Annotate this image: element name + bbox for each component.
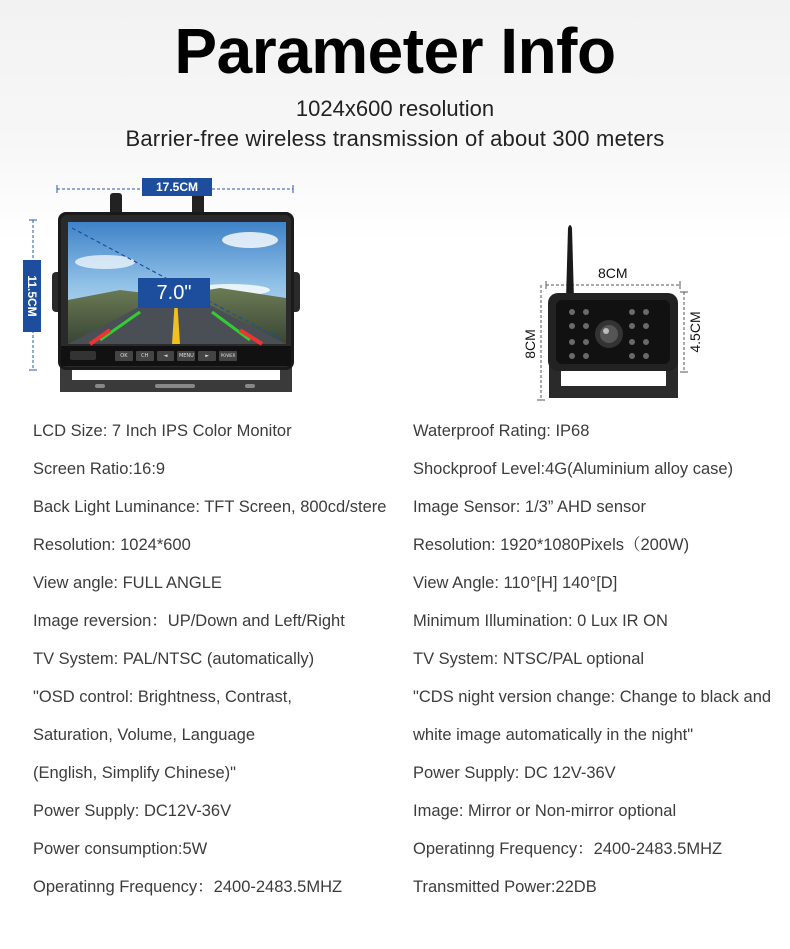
spec-item: Power Supply: DC 12V-36V (413, 764, 616, 782)
screen-size-badge: 7.0" (138, 278, 210, 308)
monitor-ch-button: CH (136, 351, 154, 361)
monitor-left-button: ◄ (157, 351, 175, 361)
spec-item: white image automatically in the night" (413, 726, 694, 744)
spec-item: LCD Size: 7 Inch IPS Color Monitor (33, 422, 292, 440)
spec-item: Power Supply: DC12V-36V (33, 802, 232, 820)
spec-item: Back Light Luminance: TFT Screen, 800cd/stere (33, 498, 387, 516)
page-title: Parameter Info (174, 15, 616, 87)
spec-item: TV System: PAL/NTSC (automatically) (33, 650, 315, 668)
spec-item: Resolution: 1024*600 (33, 536, 191, 554)
subtitle-resolution: 1024x600 resolution (295, 96, 495, 121)
spec-item: "CDS night version change: Change to black and (413, 688, 772, 706)
spec-item: Operatinng Frequency：2400-2483.5MHZ (413, 840, 723, 858)
camera-body-height-label (672, 311, 718, 353)
monitor-ok-button: OK (115, 351, 133, 361)
spec-item: "OSD control: Brightness, Contrast, (33, 688, 292, 706)
monitor-height-label: 11.5CM (25, 275, 39, 317)
camera-spec-list (413, 414, 771, 908)
spec-item: Saturation, Volume, Language (33, 726, 256, 744)
spec-item: Image: Mirror or Non-mirror optional (413, 802, 677, 820)
spec-item: (English, Simplify Chinese)" (33, 764, 237, 782)
spec-item: Shockproof Level:4G(Aluminium alloy case) (413, 460, 734, 478)
spec-item: Image Sensor: 1/3” AHD sensor (413, 498, 646, 516)
spec-item: TV System: NTSC/PAL optional (413, 650, 645, 668)
spec-item: Operatinng Frequency：2400-2483.5MHZ (33, 878, 343, 896)
spec-item: Resolution: 1920*1080Pixels（200W) (413, 536, 690, 554)
spec-item: Transmitted Power:22DB (413, 878, 597, 896)
camera-image (520, 215, 710, 410)
camera-height-label (512, 329, 548, 359)
spec-item: Screen Ratio:16:9 (33, 460, 166, 478)
monitor-button-row (115, 351, 237, 361)
spec-item: Minimum Illumination: 0 Lux IR ON (413, 612, 668, 630)
subtitle-transmission: Barrier-free wireless transmission of about 300 meters (125, 126, 665, 151)
monitor-right-button: ► (198, 351, 216, 361)
spec-item: Waterproof Rating: IP68 (413, 422, 590, 440)
monitor-power-button: POWER (219, 351, 237, 361)
monitor-spec-list (33, 414, 386, 908)
camera-height-text: 8CM (522, 329, 538, 359)
camera-body-height-text: 4.5CM (687, 311, 703, 353)
camera-width-label: 8CM (598, 265, 628, 281)
monitor-menu-button: MENU (178, 353, 194, 359)
spec-item: Image reversion：UP/Down and Left/Right (33, 612, 345, 630)
monitor-width-badge: 17.5CM (142, 178, 212, 196)
spec-item: View angle: FULL ANGLE (33, 574, 222, 592)
spec-item: Power consumption:5W (33, 840, 208, 858)
monitor-height-badge (23, 260, 41, 332)
spec-item: View Angle: 110°[H] 140°[D] (413, 574, 618, 592)
